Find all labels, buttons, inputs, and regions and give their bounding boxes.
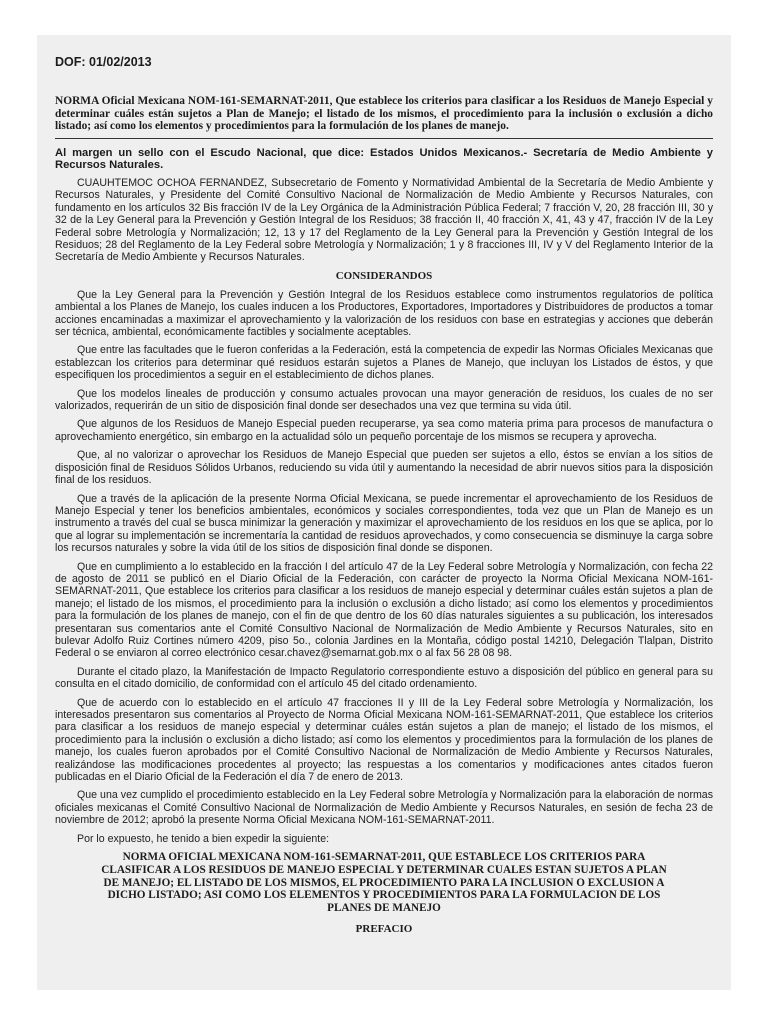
considerando-paragraph: Que de acuerdo con lo establecido en el artículo 47 fracciones II y III de la Ley Federal sobre Metrología y Normalización, los interesados presentaron sus comentarios al Proyecto de Norma Oficial Mexicana NOM-161-SEMARNAT-2011, Que establece los criterios para clasificar a los residuos de manejo especial y determinar cuáles están sujetos a plan de manejo; el listado de los mismos, el procedimiento para la inclusión o exclusión a dicho listado; así como los elementos y procedimientos para la formulación de los planes de manejo, los cuales fueron aprobados por el Comité Consultivo Nacional de Normalización de Medio Ambiente y Recursos Naturales, realizándose las modificaciones procedentes al proyecto; las respuestas a los comentarios y modificaciones antes citados fueron publicadas en el Diario Oficial de la Federación el día 7 de enero de 2013.: [55, 696, 713, 784]
considerando-paragraph: Durante el citado plazo, la Manifestación de Impacto Regulatorio correspondiente estuvo a disposición del público en general para su consulta en el citado domicilio, de conformidad con el artículo 45 del citado ordenamiento.: [55, 665, 713, 691]
considerando-paragraph: Que algunos de los Residuos de Manejo Especial pueden recuperarse, ya sea como materia prima para procesos de manufactura o aprovechamiento energético, sin embargo en la actualidad sólo un pequeño porcentaje de los mismos se recupera y aprovecha.: [55, 418, 713, 443]
document-page: [37, 35, 731, 990]
closing-paragraph: Por lo expuesto, he tenido a bien expedir la siguiente:: [77, 832, 330, 845]
margin-note: Al margen un sello con el Escudo Nacional, que dice: Estados Unidos Mexicanos.- Secretaría de Medio Ambiente y Recursos Naturales.: [55, 146, 713, 172]
document-body: [55, 55, 713, 936]
considerando-paragraph: Que la Ley General para la Prevención y Gestión Integral de los Residuos establece como instrumentos regulatorios de política ambiental a los Planes de Manejo, los cuales inducen a los Productores, Exportadores, Importadores y Distribuidores de productos a tomar acciones encaminadas a maximizar el aprovechamiento y la valorización de los residuos con base en estrategias y acciones que deberán ser técnica, ambiental, económicamente factibles y socialmente aceptables.: [55, 288, 713, 339]
considerando-paragraph: Que a través de la aplicación de la presente Norma Oficial Mexicana, se puede incrementar el aprovechamiento de los Residuos de Manejo Especial y tener los beneficios ambientales, económicos y sociales correspondientes, toda vez que un Plan de Manejo es un instrumento a través del cual se busca minimizar la generación y maximizar el aprovechamiento de los residuos en los que se aplica, por lo que al lograr su implementación se incrementaría la cantidad de residuos aprovechados, y como consecuencia se disminuye la carga sobre los recursos naturales y sobre la vida útil de los sitios de disposición final donde se disponen.: [55, 492, 713, 555]
document-title-text: NORMA Oficial Mexicana NOM-161-SEMARNAT-2011, Que establece los criterios para clasificar a los Residuos de Manejo Especial y determinar cuáles están sujetos a Plan de Manejo; el listado de los mismos, el procedimiento para la inclusión o exclusión a dicho listado; así como los elementos y procedimientos para la formulación de los planes de manejo.: [55, 95, 713, 133]
intro-paragraph: CUAUHTEMOC OCHOA FERNANDEZ, Subsecretario de Fomento y Normatividad Ambiental de la Secretaría de Medio Ambiente y Recursos Naturales, y Presidente del Comité Consultivo Nacional de Normalización de Medio Ambiente y Recursos Naturales, con fundamento en los artículos 32 Bis fracción IV de la Ley Orgánica de la Administración Pública Federal; 7 fracción V, 20, 28 fracción III, 30 y 32 de la Ley General para la Prevención y Gestión Integral de los Residuos; 38 fracción II, 40 fracción X, 41, 43 y 47, fracción IV de la Ley Federal sobre Metrología y Normalización; 12, 13 y 17 del Reglamento de la Ley General para la Prevención y Gestión Integral de los Residuos; 28 del Reglamento de la Ley Federal sobre Metrología y Normalización; 1 y 8 fracciones III, IV y V del Reglamento Interior de la Secretaría de Medio Ambiente y Recursos Naturales.: [55, 176, 713, 264]
dof-date: DOF: 01/02/2013: [55, 55, 152, 69]
considerando-paragraph: Que una vez cumplido el procedimiento establecido en la Ley Federal sobre Metrología y Normalización para la elaboración de normas oficiales mexicanas el Comité Consultivo Nacional de Normalización de Medio Ambiente y Recursos Naturales, en sesión de fecha 23 de noviembre de 2012; aprobó la presente Norma Oficial Mexicana NOM-161-SEMARNAT-2011.: [55, 789, 713, 827]
considerando-paragraph: Que en cumplimiento a lo establecido en la fracción I del artículo 47 de la Ley Federal sobre Metrología y Normalización, con fecha 22 de agosto de 2011 se publicó en el Diario Oficial de la Federación, con carácter de proyecto la Norma Oficial Mexicana NOM-161-SEMARNAT-2011, Que establece los criterios para clasificar a los residuos de manejo especial y determinar cuáles están sujetos a plan de manejo; el listado de los mismos, el procedimiento para la inclusión o exclusión a dicho listado; así como los elementos y procedimientos para la formulación de los planes de manejo, con el fin de que dentro de los 60 días naturales siguientes a su publicación, los interesados presentaran sus comentarios ante el Comité Consultivo Nacional de Normalización de Medio Ambiente y Recursos Naturales, sito en bulevar Adolfo Ruiz Cortines número 4209, piso 5o., colonia Jardines en la Montaña, código postal 14210, Delegación Tlalpan, Distrito Federal o se enviaron al correo electrónico cesar.chavez@semarnat.gob.mx o al fax 56 28 08 98.: [55, 560, 713, 660]
considerando-paragraph: Que, al no valorizar o aprovechar los Residuos de Manejo Especial que pueden ser sujetos a ello, éstos se envían a los sitios de disposición final de Residuos Sólidos Urbanos, reduciendo su vida útil y aumentando la necesidad de abrir nuevos sitios para la disposición final de los residuos.: [55, 449, 713, 487]
considerandos-heading: CONSIDERANDOS: [335, 269, 433, 282]
document-title: [55, 95, 713, 139]
norma-title: NORMA OFICIAL MEXICANA NOM-161-SEMARNAT-2011, QUE ESTABLECE LOS CRITERIOS PARA CLASIFICAR A LOS RESIDUOS DE MANEJO ESPECIAL Y DETERMINAR CUALES ESTAN SUJETOS A PLAN DE MANEJO; EL LISTADO DE LOS MISMOS, EL PROCEDIMIENTO PARA LA INCLUSION O EXCLUSION A DICHO LISTADO; ASI COMO LOS ELEMENTOS Y PROCEDIMIENTOS PARA LA FORMULACION DE LOS PLANES DE MANEJO: [101, 851, 667, 915]
considerando-paragraph: Que los modelos lineales de producción y consumo actuales provocan una mayor generación de residuos, los cuales de no ser valorizados, requerirán de un sitio de disposición final donde ser desechados una vez que termina su vida útil.: [55, 387, 713, 413]
considerando-paragraph: Que entre las facultades que le fueron conferidas a la Federación, está la competencia de expedir las Normas Oficiales Mexicanas que establezcan los criterios para determinar qué residuos estarán sujetos a Planes de Manejo, que incluyan los Listados de éstos, y que especifiquen los procedimientos a seguir en el establecimiento de dichos planes.: [55, 344, 713, 382]
prefacio-heading: PREFACIO: [355, 923, 413, 936]
